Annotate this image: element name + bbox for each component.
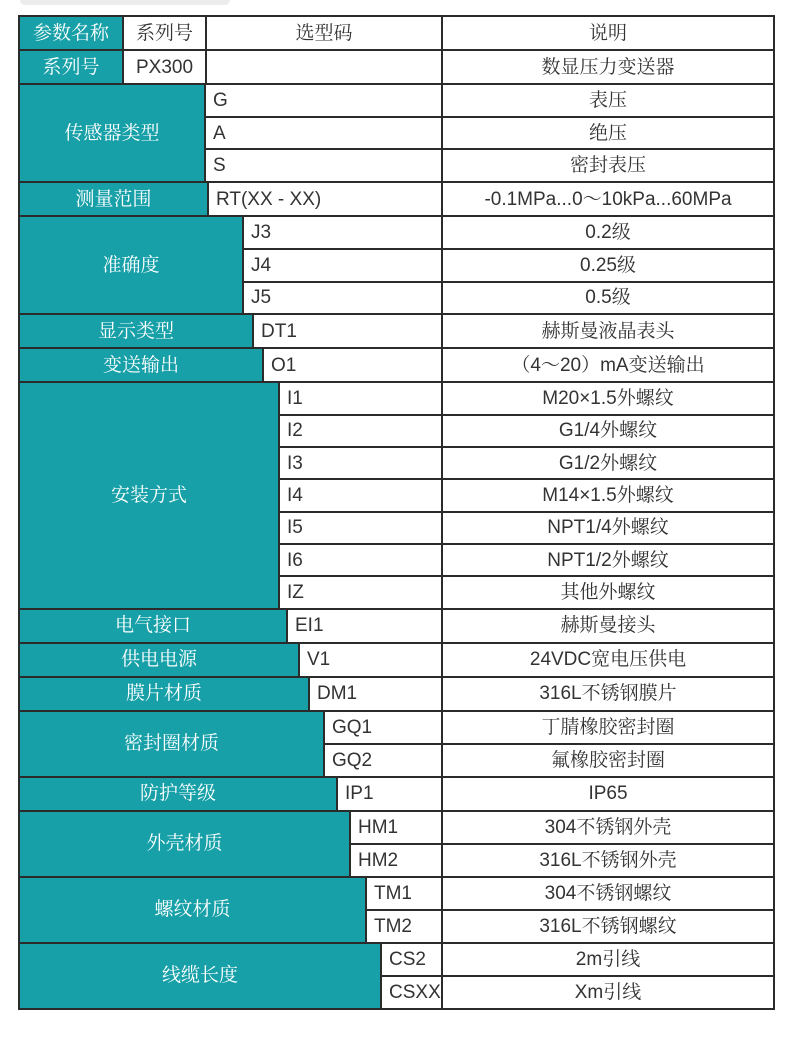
option-desc: 绝压	[588, 122, 627, 144]
param-group-power-supply	[20, 642, 773, 676]
option-desc: 其他外螺纹	[560, 581, 656, 603]
option-desc: 0.2级	[585, 222, 631, 244]
option-code: CS2	[382, 944, 443, 975]
param-label: 线缆长度	[20, 944, 382, 1008]
param-label: 显示类型	[20, 315, 254, 347]
option-desc: 密封表压	[569, 155, 646, 177]
option-desc: M20×1.5外螺纹	[542, 388, 674, 409]
option-code: I5	[280, 513, 443, 543]
table-row	[338, 778, 773, 810]
option-code: DT1	[254, 315, 443, 347]
table-row	[280, 414, 773, 446]
option-desc: 数显压力变送器	[541, 56, 675, 78]
table-row	[206, 116, 773, 149]
option-code: EI1	[288, 610, 443, 642]
option-desc: 304不锈钢螺纹	[544, 882, 672, 904]
option-desc: 316L不锈钢螺纹	[539, 915, 677, 937]
option-code: I6	[280, 545, 443, 575]
table-row	[206, 85, 773, 116]
param-label: 变送输出	[20, 349, 264, 381]
table-row	[264, 349, 773, 381]
param-label: 螺纹材质	[20, 878, 367, 942]
param-label: 安装方式	[20, 383, 280, 607]
option-code: IP1	[338, 778, 443, 810]
param-label: 供电电源	[20, 644, 300, 676]
table-row	[367, 909, 773, 942]
table-row	[280, 478, 773, 510]
table-row	[382, 975, 773, 1008]
option-code: GQ2	[325, 745, 443, 776]
option-code: HM2	[351, 845, 443, 876]
table-row	[288, 610, 773, 642]
param-label: 外壳材质	[20, 812, 351, 876]
table-row	[351, 812, 773, 843]
table-row-series	[20, 49, 773, 83]
option-desc: 0.5级	[585, 287, 631, 309]
option-code: A	[206, 118, 443, 149]
page-edge-artifact	[20, 0, 230, 5]
option-desc: Xm引线	[574, 981, 642, 1003]
option-desc: 丁腈橡胶密封圈	[541, 716, 675, 738]
table-row	[300, 644, 773, 676]
table-row	[382, 944, 773, 975]
option-desc: 表压	[588, 89, 627, 111]
table-row	[206, 148, 773, 181]
param-label: 密封圈材质	[20, 712, 325, 776]
option-code: TM1	[367, 878, 443, 909]
table-row	[254, 315, 773, 347]
param-label: 传感器类型	[20, 85, 206, 181]
option-desc: G1/2外螺纹	[558, 452, 658, 474]
option-desc: -0.1MPa...0～10kPa...60MPa	[484, 188, 732, 210]
option-code: V1	[300, 644, 443, 676]
param-group-range	[20, 181, 773, 215]
table-row	[244, 217, 773, 248]
option-code: I3	[280, 448, 443, 478]
option-desc: （4～20）mA变送输出	[511, 354, 705, 376]
option-code: I2	[280, 416, 443, 446]
param-group-display-type	[20, 313, 773, 347]
table-row	[280, 383, 773, 413]
option-desc: 24VDC宽电压供电	[529, 649, 687, 671]
option-code: J5	[244, 283, 443, 314]
option-desc: 赫斯曼接头	[560, 615, 656, 637]
option-code: IZ	[280, 577, 443, 607]
param-group-mounting	[20, 381, 773, 607]
header-series: 系列号	[124, 17, 207, 49]
option-desc: 316L不锈钢膜片	[539, 683, 677, 705]
option-code: HM1	[351, 812, 443, 843]
header-code: 选型码	[207, 17, 443, 49]
header-param-name: 参数名称	[20, 17, 124, 49]
option-code: J3	[244, 217, 443, 248]
param-group-cable-length	[20, 942, 773, 1008]
option-desc: M14×1.5外螺纹	[542, 484, 674, 506]
option-code: I1	[280, 383, 443, 413]
option-desc: G1/4外螺纹	[558, 420, 658, 442]
option-desc: 氟橡胶密封圈	[550, 749, 665, 771]
param-group-accuracy	[20, 215, 773, 313]
option-code: J4	[244, 250, 443, 281]
param-label: 膜片材质	[20, 678, 310, 710]
table-row	[351, 843, 773, 876]
table-header-row	[20, 17, 773, 49]
option-desc: IP65	[588, 783, 628, 805]
param-group-sensor-type	[20, 83, 773, 181]
option-desc: 304不锈钢外壳	[544, 816, 672, 838]
table-row	[367, 878, 773, 909]
option-code: TM2	[367, 911, 443, 942]
option-desc: NPT1/4外螺纹	[547, 517, 669, 539]
table-row	[280, 575, 773, 607]
option-code: GQ1	[325, 712, 443, 743]
param-group-output	[20, 347, 773, 381]
option-desc: 赫斯曼液晶表头	[541, 320, 675, 342]
param-group-thread-material	[20, 876, 773, 942]
param-group-seal-material	[20, 710, 773, 776]
table-row	[209, 183, 773, 215]
param-group-electrical-interface	[20, 608, 773, 642]
option-code: O1	[264, 349, 443, 381]
param-group-protection-rating	[20, 776, 773, 810]
param-label: 准确度	[20, 217, 244, 313]
param-group-housing-material	[20, 810, 773, 876]
option-code: PX300	[124, 51, 207, 83]
option-code: I4	[280, 480, 443, 510]
param-group-diaphragm-material	[20, 676, 773, 710]
option-code: S	[206, 150, 443, 181]
param-label: 电气接口	[20, 610, 288, 642]
param-label: 防护等级	[20, 778, 338, 810]
option-desc: 0.25级	[580, 254, 636, 276]
header-description: 说明	[588, 22, 627, 44]
table-row	[310, 678, 773, 710]
option-desc: NPT1/2外螺纹	[547, 549, 669, 571]
table-row	[325, 743, 773, 776]
param-label: 测量范围	[20, 183, 209, 215]
option-code: RT(XX - XX)	[209, 183, 443, 215]
empty-code-cell	[207, 51, 443, 83]
option-desc: 316L不锈钢外壳	[539, 849, 677, 871]
table-row	[280, 511, 773, 543]
option-code: CSXX	[382, 977, 443, 1008]
table-row	[244, 248, 773, 281]
table-row	[244, 281, 773, 314]
model-selection-table	[18, 15, 775, 1010]
option-code: G	[206, 85, 443, 116]
option-code: DM1	[310, 678, 443, 710]
option-desc: 2m引线	[575, 948, 641, 970]
param-label: 系列号	[20, 51, 124, 83]
table-row	[325, 712, 773, 743]
table-row	[280, 543, 773, 575]
table-row	[280, 446, 773, 478]
